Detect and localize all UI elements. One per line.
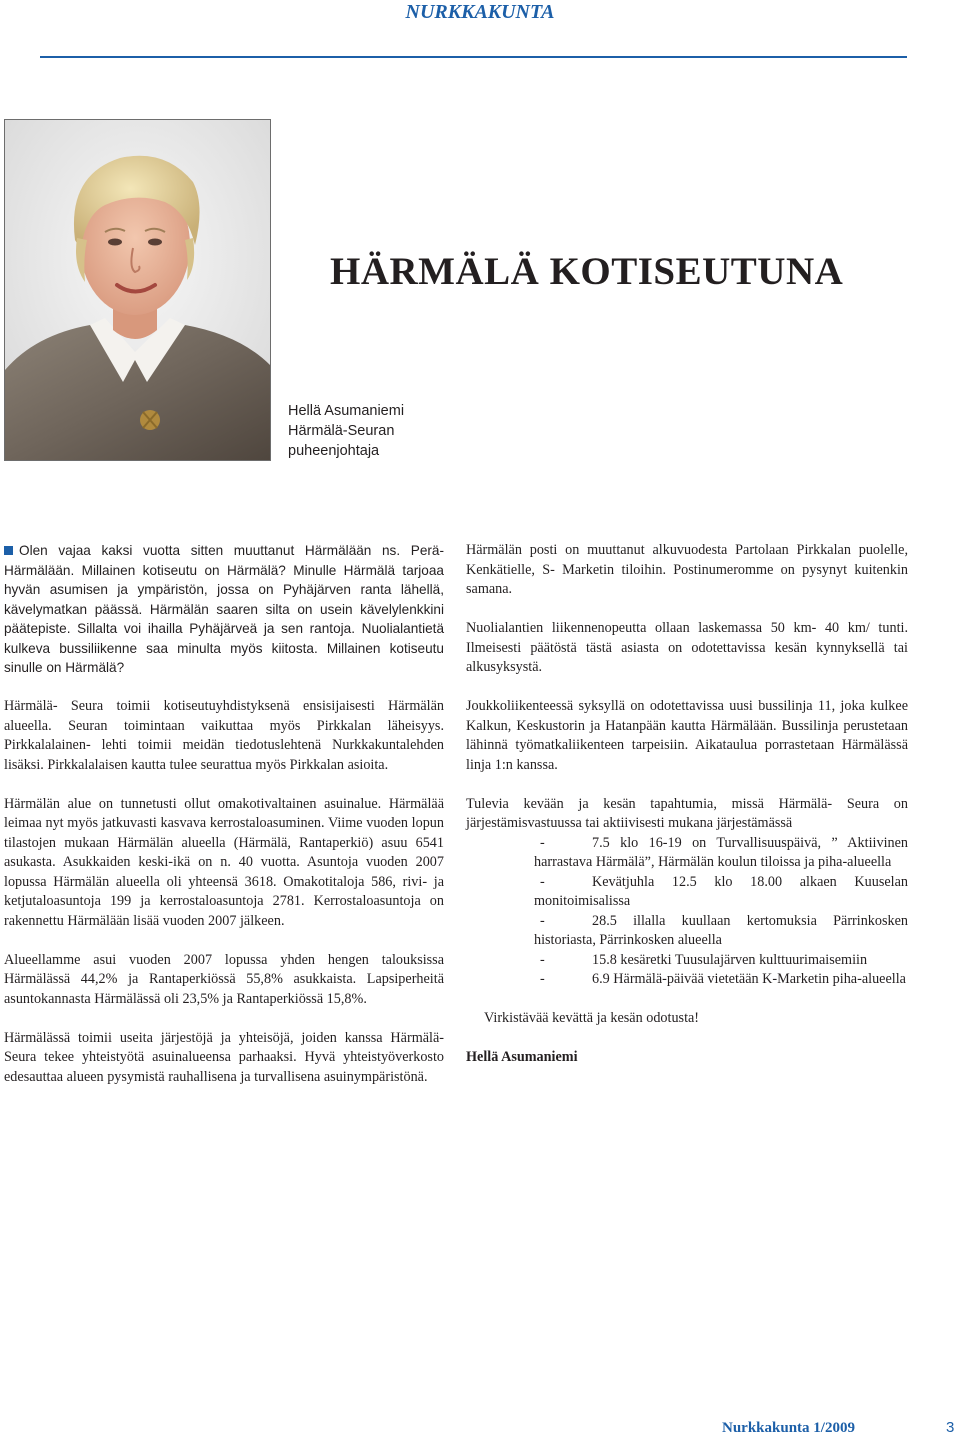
list-item [534,951,908,971]
closing-line: Virkistävää kevättä ja kesän odotusta! [484,1010,700,1026]
dash: - [540,834,545,851]
paragraph [4,541,444,678]
byline-role: puheenjohtaja [288,443,380,459]
list-item [534,970,908,990]
author-photo [4,119,271,461]
paragraph-text: Olen vajaa kaksi vuotta sitten muuttanut Härmälään ns. Perä-Härmälään. Millainen kotiseutu on Härmälä? Minulle Härmälä tarjoaa hyvän asumisen ja ympäristön, jossa on Pyhäjärven ranta lähellä, kävelymatkan päässä. Härmälän saaren silta on usein kävelylenkkini päätepiste. Sillalta voi ihailla Pyhäjärveä ja sen rantoja. Nuolialantietä kulkeva bussiliikenne saa minulta myös kiitosta. Millainen kotiseutu sinulle on Härmälä? [4,543,444,675]
header-rule [40,56,907,58]
byline-name: Hellä Asumaniemi [288,403,405,419]
section-header: NURKKAKUNTA [405,1,555,23]
paragraph: Joukkoliikenteessä syksyllä on odotettavissa uusi bussilinja 11, joka kulkee Kalkun, Keskustorin ja Hatanpään kautta Härmälään. Bussilinja perustetaan lähinnä työmatkaliikenteen tarpeisiin. Aikataulua porrastetaan Härmälässä linja 1:n kanssa. [466,698,908,773]
footer-publication: Nurkkakunta 1/2009 [722,1420,855,1436]
right-column [466,541,908,1087]
paragraph: Härmälän alue on tunnetusti ollut omakotivaltainen asuinalue. Härmälää leimaa nyt myös jatkuvasti kasvava kerrostaloasuminen. Viime vuoden lopun tilastojen mukaan Härmälän alueella (Härmälä, Rantaperkiö) asuu 6541 asukasta. Asukkaiden keski-ikä on n. 40 vuotta. Asuntoja vuoden 2007 lopussa Härmälän alueella oli yhteensä 3618. Omakotitaloja 586, rivi- ja ketjutaloasuntoja 199 ja kerrostaloasuntoja 2781. Kerrostaloasuntoja on rakennettu Härmälään lisää vuoden 2007 jälkeen. [4,795,444,929]
dash: - [540,951,545,968]
list-item [534,912,908,951]
dash: - [540,971,545,987]
event-text: 15.8 kesäretki Tuusulajärven kulttuurimaisemiin [592,951,868,968]
list-item [534,873,908,912]
dash: - [540,912,545,929]
byline-organization: Härmälä-Seuran [288,423,395,439]
signature: Hellä Asumaniemi [466,1049,578,1065]
event-text: 28.5 illalla kuullaan kertomuksia Pärrinkosken historiasta, Pärrinkosken alueella [534,912,908,948]
left-column [4,541,444,1107]
paragraph: Härmälän posti on muuttanut alkuvuodesta Partolaan Pirkkalan puolelle, Kenkätielle, S- Marketin tiloihin. Postinumeromme on pysynyt kuitenkin samana. [466,542,908,597]
paragraph: Alueellamme asui vuoden 2007 lopussa yhden hengen talouksissa Härmälässä 44,2% ja Rantaperkiössä 55,8% asukkaista. Lapsiperheitä asuntokannasta Härmälässä oli 23,5% ja Rantaperkiössä 15,8%. [4,951,444,1007]
paragraph: Härmälässä toimii useita järjestöjä ja yhteisöjä, joiden kanssa Härmälä- Seura tekee yhteistyötä asuinalueensa parhaaksi. Hyvä yhteistyöverkosto edesauttaa alueen pysymistä rauhallisena ja turvallisena asuinympäristönä. [4,1029,444,1085]
event-text: Kevätjuhla 12.5 klo 18.00 alkaen Kuuselan monitoimisalissa [534,873,908,909]
event-list [466,834,908,990]
event-text: 7.5 klo 16-19 on Turvallisuuspäivä, ” Aktiivinen harrastava Härmälä”, Härmälän koulun tiloissa ja piha-alueella [534,834,908,870]
article-title: HÄRMÄLÄ KOTISEUTUNA [330,250,844,293]
paragraph: Härmälä- Seura toimii kotiseutuyhdistyksenä ensisijaisesti Härmälän alueella. Seuran toimintaan vaikuttaa myös Pirkkalan läheisyys. Pirkkalalainen- lehti toimii meidän tiedotuslehtenä Nurkkakuntalehden lisäksi. Pirkkalalaisen kautta tulee seurattua myös Pirkkalan asioita. [4,698,444,773]
byline [288,401,404,461]
portrait-photo-icon [5,120,270,460]
list-item [534,834,908,873]
paragraph: Nuolialantien liikennenopeutta ollaan laskemassa 50 km- 40 km/ tunti. Ilmeisesti päätöstä tästä asiasta on odotettavissa kesän kynnyksellä tai alkusyksystä. [466,620,908,675]
paragraph: Tulevia kevään ja kesän tapahtumia, missä Härmälä- Seura on järjestämisvastuussa tai aktiivisesti mukana järjestämässä [466,795,908,831]
square-bullet-icon [4,546,13,555]
page-number: 3 [946,1419,955,1436]
event-text: 6.9 Härmälä-päivää vietetään K-Marketin piha-alueella [592,971,906,987]
dash: - [540,873,545,890]
